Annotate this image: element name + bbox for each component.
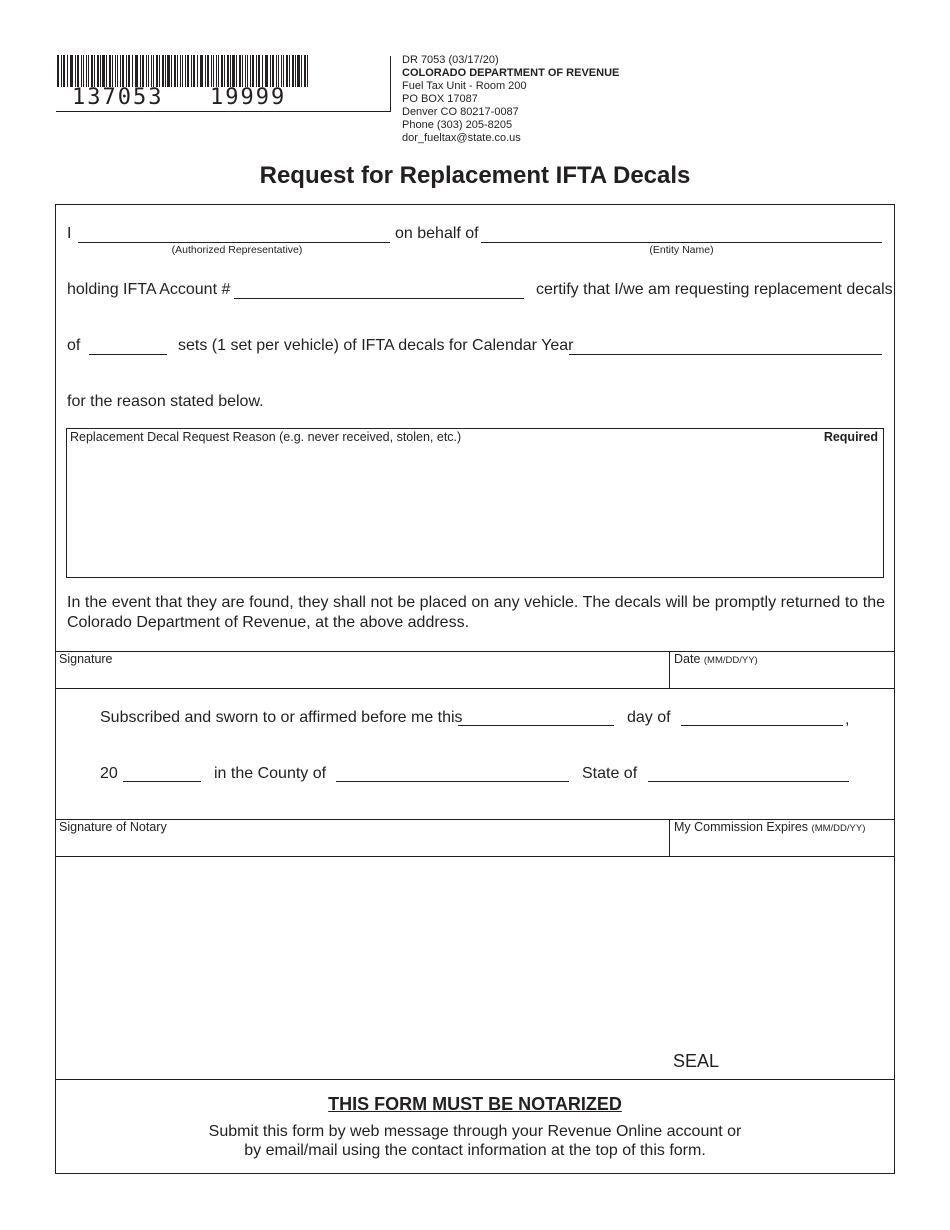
barcode-number-left: 137053 xyxy=(72,85,164,110)
reason-stated-label: for the reason stated below. xyxy=(67,393,264,410)
barcode-bar xyxy=(295,55,296,87)
barcode-bar xyxy=(262,55,263,87)
agency-city: Denver CO 80217-0087 xyxy=(402,106,519,118)
barcode-bar xyxy=(165,55,166,87)
calendar-year-field[interactable] xyxy=(569,354,882,355)
barcode-bar xyxy=(301,55,302,87)
commission-label: My Commission Expires (MM/DD/YY) xyxy=(674,820,866,834)
page-title: Request for Replacement IFTA Decals xyxy=(259,162,691,189)
barcode-bar xyxy=(292,55,294,87)
subscribed-label: Subscribed and sworn to or affirmed before me this xyxy=(100,709,463,726)
barcode-bar xyxy=(86,55,87,87)
required-label: Required xyxy=(823,430,878,444)
commission-field[interactable] xyxy=(674,834,889,854)
barcode-bar xyxy=(117,55,118,87)
barcode-bar xyxy=(224,55,225,87)
date-label: Date (MM/DD/YY) xyxy=(674,652,758,666)
barcode-bar xyxy=(283,55,284,87)
barcode-bar xyxy=(77,55,79,87)
barcode-bar xyxy=(174,55,176,87)
barcode-bar xyxy=(221,55,223,87)
barcode-number-right: 19999 xyxy=(210,85,287,110)
barcode-bar xyxy=(61,55,62,87)
authorized-representative-field[interactable] xyxy=(78,242,390,243)
barcode-bar xyxy=(205,55,206,87)
barcode-bar xyxy=(187,55,189,87)
notary-year-field[interactable] xyxy=(123,781,201,782)
barcode-bar xyxy=(230,55,231,87)
barcode-bar xyxy=(132,55,133,87)
barcode-bar xyxy=(200,55,203,87)
notary-signature-field[interactable] xyxy=(59,834,665,854)
notary-month-field[interactable] xyxy=(681,725,843,726)
signature-row-bottom xyxy=(56,688,894,689)
agency-name: COLORADO DEPARTMENT OF REVENUE xyxy=(402,67,620,79)
barcode-bar xyxy=(307,55,308,87)
day-of-label: day of xyxy=(627,709,671,726)
barcode-bar xyxy=(83,55,84,87)
barcode-bar xyxy=(286,55,288,87)
barcode-bar xyxy=(94,55,95,87)
barcode-bar xyxy=(112,55,113,87)
i-label: I xyxy=(67,225,72,242)
barcode-bar xyxy=(297,55,300,87)
barcode-bar xyxy=(140,55,141,87)
barcode-bar xyxy=(207,55,209,87)
state-field[interactable] xyxy=(648,781,849,782)
barcode-bar xyxy=(197,55,198,87)
agency-email: dor_fueltax@state.co.us xyxy=(402,132,521,144)
form-id: DR 7053 (03/17/20) xyxy=(402,54,499,66)
notarized-heading: THIS FORM MUST BE NOTARIZED xyxy=(328,1094,622,1114)
reason-label: Replacement Decal Request Reason (e.g. never received, stolen, etc.) xyxy=(70,430,462,444)
barcode-bar xyxy=(191,55,192,87)
notary-divider xyxy=(669,820,670,856)
barcode-bar xyxy=(250,55,251,87)
barcode-bar xyxy=(57,55,59,87)
county-label: in the County of xyxy=(214,765,327,782)
on-behalf-label: on behalf of xyxy=(395,225,479,242)
barcode-bar xyxy=(91,55,93,87)
barcode-bar xyxy=(182,55,183,87)
barcode-bar xyxy=(252,55,254,87)
barcode-bar xyxy=(70,55,73,87)
barcode-bar xyxy=(232,55,235,87)
authorized-representative-caption: (Authorized Representative) xyxy=(171,244,303,256)
barcode-bar xyxy=(153,55,154,87)
barcode-bar xyxy=(236,55,237,87)
barcode-bar xyxy=(162,55,164,87)
barcode-bar xyxy=(81,55,82,87)
barcode-bar xyxy=(211,55,212,87)
barcode-bar xyxy=(122,55,124,87)
sets-count-field[interactable] xyxy=(89,354,167,355)
holding-ifta-label: holding IFTA Account # xyxy=(67,281,231,298)
agency-header xyxy=(402,54,619,145)
barcode-underline xyxy=(56,111,391,112)
state-label: State of xyxy=(582,765,638,782)
barcode-bar xyxy=(171,55,172,87)
barcode-bar xyxy=(177,55,178,87)
year-prefix-label: 20 xyxy=(100,765,118,782)
signature-field[interactable] xyxy=(59,666,665,686)
barcode-bar xyxy=(270,55,271,87)
barcode-bar xyxy=(151,55,152,87)
barcode-bar xyxy=(281,55,282,87)
seal-area xyxy=(57,858,892,1078)
barcode-bar xyxy=(156,55,158,87)
barcode-bar xyxy=(106,55,107,87)
barcode-bar xyxy=(193,55,195,87)
barcode-bar xyxy=(146,55,147,87)
barcode-bar xyxy=(120,55,121,87)
barcode-bar xyxy=(102,55,105,87)
seal-label: SEAL xyxy=(673,1051,720,1071)
header-divider xyxy=(390,56,391,112)
barcode-bar xyxy=(63,55,65,87)
barcode-bar xyxy=(289,55,290,87)
submit-line-2: by email/mail using the contact information at the top of this form. xyxy=(244,1142,706,1159)
date-field[interactable] xyxy=(674,666,889,686)
barcode-bar xyxy=(242,55,243,87)
barcode-bar xyxy=(115,55,116,87)
barcode-bar xyxy=(218,55,219,87)
agency-unit: Fuel Tax Unit - Room 200 xyxy=(402,80,527,92)
barcode-bar xyxy=(109,55,111,87)
signature-divider xyxy=(669,652,670,688)
barcode-bar xyxy=(216,55,217,87)
barcode-bar xyxy=(97,55,99,87)
barcode-bar xyxy=(142,55,144,87)
barcode-bar xyxy=(239,55,241,87)
barcode-bar xyxy=(278,55,279,87)
barcode-bar xyxy=(75,55,76,87)
barcode xyxy=(56,55,310,110)
notary-day-field[interactable] xyxy=(458,725,614,726)
sets-label: sets (1 set per vehicle) of IFTA decals for Calendar Year xyxy=(178,337,574,354)
comma: , xyxy=(845,711,850,728)
barcode-bar xyxy=(272,55,274,87)
signature-row-top xyxy=(56,651,894,652)
notary-signature-label: Signature of Notary xyxy=(59,820,167,834)
barcode-bar xyxy=(159,55,160,87)
barcode-bar xyxy=(67,55,68,87)
ifta-account-field[interactable] xyxy=(234,298,524,299)
barcode-bar xyxy=(247,55,248,87)
barcode-bar xyxy=(258,55,260,87)
barcode-bar xyxy=(128,55,130,87)
barcode-bar xyxy=(304,55,306,87)
entity-name-field[interactable] xyxy=(481,242,882,243)
return-notice: In the event that they are found, they shall not be placed on any vehicle. The decals will be promptly returned to the Colorado Department of Revenue, at the above address. xyxy=(67,594,885,631)
barcode-bar xyxy=(265,55,268,87)
barcode-bar xyxy=(245,55,246,87)
agency-phone: Phone (303) 205-8205 xyxy=(402,119,513,131)
barcode-bar xyxy=(88,55,89,87)
entity-name-caption: (Entity Name) xyxy=(649,244,714,256)
barcode-bar xyxy=(256,55,257,87)
barcode-bar xyxy=(135,55,138,87)
barcode-bar xyxy=(227,55,229,87)
of-label: of xyxy=(67,337,81,354)
barcode-bar xyxy=(167,55,170,87)
barcode-bar xyxy=(126,55,127,87)
reason-textarea[interactable] xyxy=(66,428,884,578)
barcode-bar xyxy=(213,55,214,87)
barcode-bar xyxy=(180,55,181,87)
barcode-bar xyxy=(276,55,277,87)
county-field[interactable] xyxy=(336,781,569,782)
barcode-bar xyxy=(148,55,149,87)
commission-format: (MM/DD/YY) xyxy=(811,823,866,834)
footer-divider xyxy=(56,1079,894,1080)
barcode-bars xyxy=(56,55,310,89)
agency-po-box: PO BOX 17087 xyxy=(402,93,478,105)
submit-line-1: Submit this form by web message through your Revenue Online account or xyxy=(208,1123,742,1140)
barcode-bar xyxy=(185,55,186,87)
date-format: (MM/DD/YY) xyxy=(703,655,758,666)
signature-label: Signature xyxy=(59,652,113,666)
barcode-bar xyxy=(100,55,101,87)
notary-row-bottom xyxy=(56,856,894,857)
certify-label: certify that I/we am requesting replacement decals xyxy=(536,281,893,298)
